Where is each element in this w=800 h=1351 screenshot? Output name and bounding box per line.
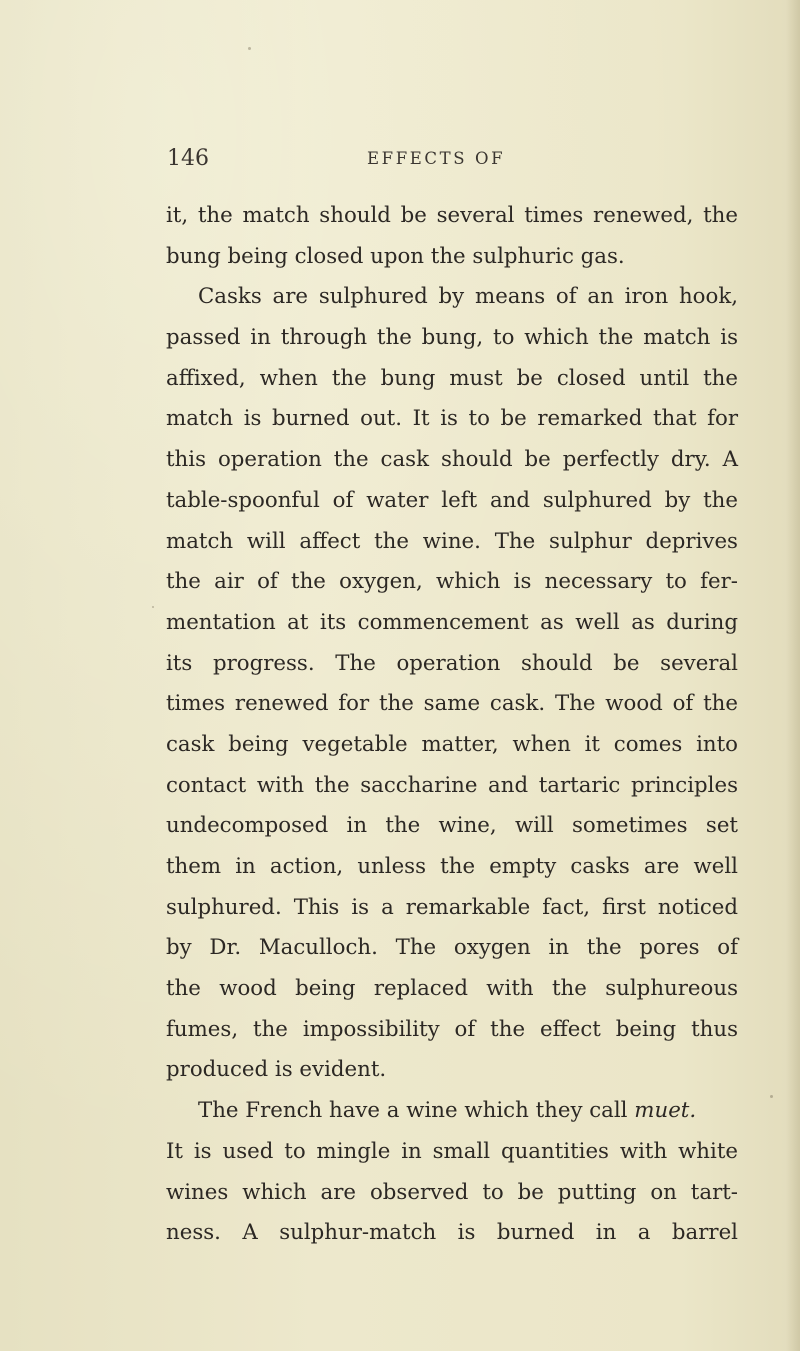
text-line: contact with the saccharine and tartaric principles [166, 772, 738, 798]
text-line: produced is evident. [166, 1057, 387, 1083]
text-line [166, 1091, 738, 1132]
text-line: the air of the oxygen, which is necessary to fer- [166, 569, 738, 595]
text-line: cask being vegetable matter, when it comes into [166, 731, 738, 757]
text-line: wines which are observed to be putting on tart- [166, 1179, 738, 1205]
page-edge-shadow [786, 0, 800, 1351]
text-line: Casks are sulphured by means of an iron hook, [198, 284, 738, 310]
text-line: this operation the cask should be perfectly dry. A [166, 447, 738, 473]
text-line: its progress. The operation should be several [166, 650, 738, 676]
text-line: the wood being replaced with the sulphureous [166, 976, 738, 1002]
paper-speck [248, 47, 251, 50]
text-line: match is burned out. It is to be remarked that for [166, 406, 738, 432]
paper-speck [152, 606, 154, 608]
text-line: by Dr. Maculloch. The oxygen in the pores of [166, 935, 738, 961]
text-line: affixed, when the bung must be closed until the [166, 365, 738, 391]
text-line: table-spoonful of water left and sulphured by the [166, 487, 738, 513]
text-line-part: The French have a wine which they call [198, 1098, 628, 1124]
text-line: ness. A sulphur-match is burned in a barrel [166, 1220, 738, 1246]
page-number: 146 [167, 146, 209, 171]
text-line: It is used to mingle in small quantities with white [166, 1138, 738, 1164]
page-header [167, 146, 727, 176]
text-line: passed in through the bung, to which the match is [166, 325, 738, 351]
paper-speck [770, 1095, 773, 1098]
italic-term: muet. [634, 1098, 697, 1124]
text-line: sulphured. This is a remarkable fact, first noticed [166, 894, 738, 920]
text-line: times renewed for the same cask. The wood of the [166, 691, 738, 717]
text-line: mentation at its commencement as well as during [166, 609, 738, 635]
text-line: bung being closed upon the sulphuric gas. [166, 243, 625, 269]
text-line: them in action, unless the empty casks are well [166, 854, 738, 879]
text-line: undecomposed in the wine, will sometimes set [166, 813, 738, 839]
running-head: EFFECTS OF [367, 149, 506, 168]
text-line: match will affect the wine. The sulphur deprives [166, 528, 738, 554]
text-line: it, the match should be several times renewed, the [166, 203, 738, 228]
text-line: fumes, the impossibility of the effect being thus [166, 1016, 738, 1042]
body-text [166, 196, 738, 1254]
